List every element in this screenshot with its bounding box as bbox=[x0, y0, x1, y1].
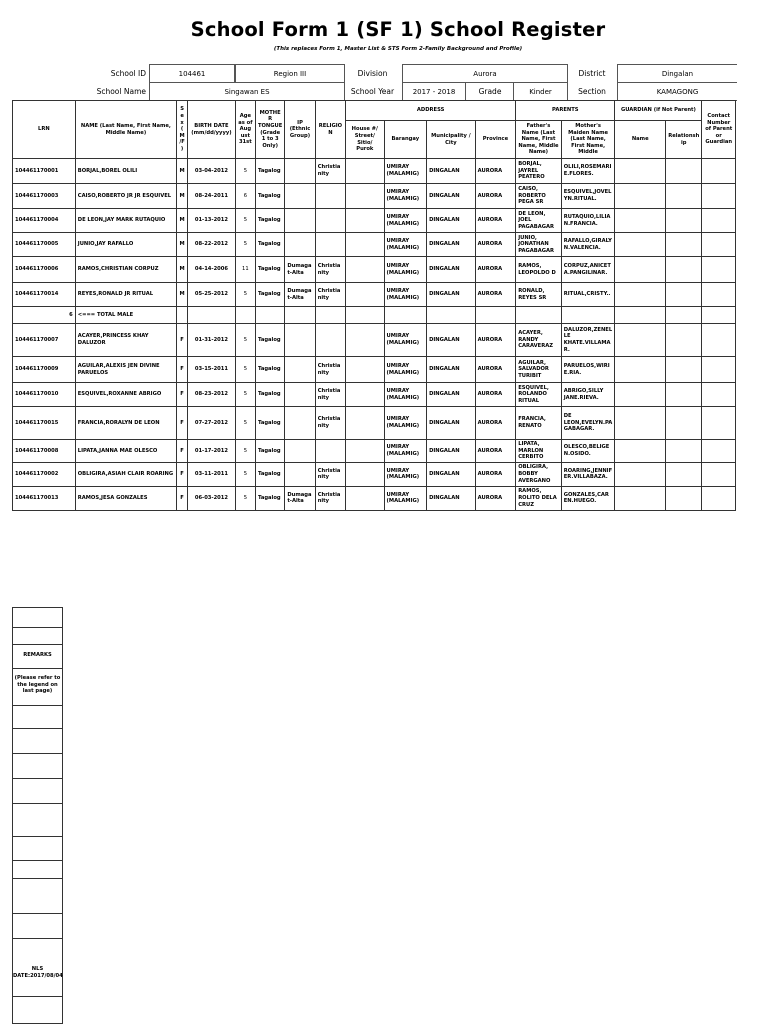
relationship-cell bbox=[666, 257, 702, 283]
ip-cell bbox=[285, 209, 315, 233]
col-mother: Mother's Maiden Name (Last Name, First Name, Middle bbox=[561, 121, 615, 159]
barangay-cell: UMIRAY (MALAMIG) bbox=[384, 407, 427, 440]
age-cell: 5 bbox=[235, 440, 255, 463]
lrn-cell: 104461170010 bbox=[13, 383, 76, 407]
student-row bbox=[13, 357, 736, 383]
age-cell: 5 bbox=[235, 462, 255, 486]
mother-cell: OLESCO,BELIGEN.OSIDO. bbox=[561, 440, 615, 463]
age-cell: 5 bbox=[235, 383, 255, 407]
father-cell: CAISO, ROBERTO PEGA SR bbox=[516, 184, 562, 209]
remarks-title: REMARKS bbox=[23, 652, 52, 658]
municipality-cell: DINGALAN bbox=[427, 440, 476, 463]
guardian-name-cell bbox=[615, 184, 666, 209]
student-row bbox=[13, 324, 736, 357]
district-label: District bbox=[578, 69, 606, 78]
sex-cell: F bbox=[177, 324, 188, 357]
school-year-label: School Year bbox=[350, 87, 395, 96]
barangay-cell: UMIRAY (MALAMIG) bbox=[384, 324, 427, 357]
birth-date-cell: 04-14-2006 bbox=[188, 257, 236, 283]
register-table bbox=[12, 100, 736, 511]
col-birth-date: BIRTH DATE (mm/dd/yyyy) bbox=[188, 101, 236, 159]
lrn-cell: 104461170005 bbox=[13, 233, 76, 257]
municipality-cell: DINGALAN bbox=[427, 486, 476, 510]
name-cell: REYES,RONALD JR RITUAL bbox=[75, 283, 176, 307]
mother-tongue-cell: Tagalog bbox=[255, 440, 284, 463]
lrn-cell: 104461170014 bbox=[13, 283, 76, 307]
mother-tongue-cell: Tagalog bbox=[255, 209, 284, 233]
col-sex: Sex (M/F) bbox=[177, 101, 188, 159]
guardian-name-cell bbox=[615, 440, 666, 463]
municipality-cell: DINGALAN bbox=[427, 357, 476, 383]
birth-date-cell: 03-11-2011 bbox=[188, 462, 236, 486]
municipality-cell: DINGALAN bbox=[427, 233, 476, 257]
contact-cell bbox=[702, 407, 736, 440]
relationship-cell bbox=[666, 159, 702, 184]
house-cell bbox=[346, 283, 384, 307]
school-year-value: 2017 - 2018 bbox=[402, 82, 466, 101]
house-cell bbox=[346, 407, 384, 440]
contact-cell bbox=[702, 184, 736, 209]
col-lrn: LRN bbox=[13, 101, 76, 159]
lrn-cell: 104461170004 bbox=[13, 209, 76, 233]
municipality-cell: DINGALAN bbox=[427, 383, 476, 407]
contact-cell bbox=[702, 486, 736, 510]
religion-cell: Christianity bbox=[315, 357, 345, 383]
student-row bbox=[13, 257, 736, 283]
province-cell: AURORA bbox=[475, 486, 516, 510]
sex-cell: M bbox=[177, 209, 188, 233]
guardian-name-cell bbox=[615, 257, 666, 283]
contact-cell bbox=[702, 283, 736, 307]
col-ip: IP (Ethnic Group) bbox=[285, 101, 315, 159]
col-guardian: GUARDIAN (if Not Parent) bbox=[615, 101, 702, 121]
contact-cell bbox=[702, 324, 736, 357]
municipality-cell: DINGALAN bbox=[427, 324, 476, 357]
sex-cell: F bbox=[177, 383, 188, 407]
col-name: NAME (Last Name, First Name, Middle Name) bbox=[75, 101, 176, 159]
barangay-cell: UMIRAY (MALAMIG) bbox=[384, 440, 427, 463]
lrn-cell: 104461170009 bbox=[13, 357, 76, 383]
barangay-cell: UMIRAY (MALAMIG) bbox=[384, 486, 427, 510]
student-row bbox=[13, 440, 736, 463]
name-cell: RAMOS,CHRISTIAN CORPUZ bbox=[75, 257, 176, 283]
contact-cell bbox=[702, 462, 736, 486]
ip-cell bbox=[285, 357, 315, 383]
female-rows bbox=[13, 324, 736, 511]
student-row bbox=[13, 407, 736, 440]
barangay-cell: UMIRAY (MALAMIG) bbox=[384, 159, 427, 184]
house-cell bbox=[346, 184, 384, 209]
total-male-count: 6 bbox=[13, 307, 76, 324]
school-id-label: School ID bbox=[110, 69, 146, 78]
contact-cell bbox=[702, 440, 736, 463]
relationship-cell bbox=[666, 324, 702, 357]
relationship-cell bbox=[666, 184, 702, 209]
student-row bbox=[13, 283, 736, 307]
religion-cell: Christianity bbox=[315, 159, 345, 184]
father-cell: RONALD, REYES SR bbox=[516, 283, 562, 307]
barangay-cell: UMIRAY (MALAMIG) bbox=[384, 283, 427, 307]
col-mother-tongue: MOTHER TONGUE (Grade 1 to 3 Only) bbox=[255, 101, 284, 159]
district-value: Dingalan bbox=[617, 64, 737, 83]
sex-cell: F bbox=[177, 486, 188, 510]
relationship-cell bbox=[666, 357, 702, 383]
student-row bbox=[13, 462, 736, 486]
guardian-name-cell bbox=[615, 357, 666, 383]
contact-cell bbox=[702, 159, 736, 184]
age-cell: 5 bbox=[235, 209, 255, 233]
municipality-cell: DINGALAN bbox=[427, 257, 476, 283]
lrn-cell: 104461170013 bbox=[13, 486, 76, 510]
province-cell: AURORA bbox=[475, 209, 516, 233]
ip-cell bbox=[285, 233, 315, 257]
male-rows bbox=[13, 159, 736, 307]
province-cell: AURORA bbox=[475, 462, 516, 486]
region-value: Region III bbox=[235, 64, 345, 83]
province-cell: AURORA bbox=[475, 357, 516, 383]
barangay-cell: UMIRAY (MALAMIG) bbox=[384, 357, 427, 383]
school-name-label: School Name bbox=[96, 87, 146, 96]
student-row bbox=[13, 383, 736, 407]
name-cell: LIPATA,JANNA MAE OLESCO bbox=[75, 440, 176, 463]
province-cell: AURORA bbox=[475, 407, 516, 440]
mother-tongue-cell: Tagalog bbox=[255, 233, 284, 257]
ip-cell bbox=[285, 159, 315, 184]
lrn-cell: 104461170015 bbox=[13, 407, 76, 440]
mother-cell: DE LEON,EVELYN.PAGABAGAR. bbox=[561, 407, 615, 440]
mother-tongue-cell: Tagalog bbox=[255, 486, 284, 510]
province-cell: AURORA bbox=[475, 184, 516, 209]
barangay-cell: UMIRAY (MALAMIG) bbox=[384, 462, 427, 486]
col-age: Age as of Aug ust 31st bbox=[235, 101, 255, 159]
relationship-cell bbox=[666, 209, 702, 233]
municipality-cell: DINGALAN bbox=[427, 209, 476, 233]
barangay-cell: UMIRAY (MALAMIG) bbox=[384, 383, 427, 407]
grade-label: Grade bbox=[478, 87, 502, 96]
religion-cell bbox=[315, 184, 345, 209]
school-name-value: Singawan ES bbox=[149, 82, 345, 101]
mother-cell: CORPUZ,ANICETA.PANGILINAR. bbox=[561, 257, 615, 283]
student-row bbox=[13, 486, 736, 510]
birth-date-cell: 05-25-2012 bbox=[188, 283, 236, 307]
house-cell bbox=[346, 233, 384, 257]
col-municipality: Municipality / City bbox=[427, 121, 476, 159]
mother-cell: DALUZOR,ZENELLE KHATE.VILLAMAR. bbox=[561, 324, 615, 357]
relationship-cell bbox=[666, 233, 702, 257]
house-cell bbox=[346, 257, 384, 283]
ip-cell bbox=[285, 440, 315, 463]
lrn-cell: 104461170006 bbox=[13, 257, 76, 283]
father-cell: BORJAL, JAYREL PEATERO bbox=[516, 159, 562, 184]
father-cell: ACAYER, RANDY CARAVERAZ bbox=[516, 324, 562, 357]
house-cell bbox=[346, 462, 384, 486]
guardian-name-cell bbox=[615, 233, 666, 257]
sex-cell: M bbox=[177, 184, 188, 209]
col-father: Father's Name (Last Name, First Name, Middle Name) bbox=[516, 121, 562, 159]
division-label: Division bbox=[357, 69, 388, 78]
name-cell: OBLIGIRA,ASIAH CLAIR ROARING bbox=[75, 462, 176, 486]
name-cell: ACAYER,PRINCESS KHAY DALUZOR bbox=[75, 324, 176, 357]
house-cell bbox=[346, 440, 384, 463]
barangay-cell: UMIRAY (MALAMIG) bbox=[384, 184, 427, 209]
ip-cell bbox=[285, 383, 315, 407]
father-cell: AGUILAR, SALVADOR TURIBIT bbox=[516, 357, 562, 383]
sex-cell: F bbox=[177, 462, 188, 486]
ip-cell: Dumagat-Alta bbox=[285, 257, 315, 283]
col-guardian-name: Name bbox=[615, 121, 666, 159]
ip-cell: Dumagat-Alta bbox=[285, 283, 315, 307]
age-cell: 5 bbox=[235, 407, 255, 440]
age-cell: 5 bbox=[235, 233, 255, 257]
province-cell: AURORA bbox=[475, 324, 516, 357]
total-male-section bbox=[13, 307, 736, 324]
birth-date-cell: 03-15-2011 bbox=[188, 357, 236, 383]
mother-tongue-cell: Tagalog bbox=[255, 283, 284, 307]
house-cell bbox=[346, 486, 384, 510]
house-cell bbox=[346, 159, 384, 184]
contact-cell bbox=[702, 383, 736, 407]
religion-cell: Christianity bbox=[315, 486, 345, 510]
sex-cell: F bbox=[177, 440, 188, 463]
birth-date-cell: 08-24-2011 bbox=[188, 184, 236, 209]
name-cell: CAISO,ROBERTO JR JR ESQUIVEL bbox=[75, 184, 176, 209]
mother-tongue-cell: Tagalog bbox=[255, 184, 284, 209]
relationship-cell bbox=[666, 283, 702, 307]
house-cell bbox=[346, 209, 384, 233]
birth-date-cell: 03-04-2012 bbox=[188, 159, 236, 184]
col-relationship: Relationship bbox=[666, 121, 702, 159]
relationship-cell bbox=[666, 462, 702, 486]
birth-date-cell: 01-13-2012 bbox=[188, 209, 236, 233]
division-value: Aurora bbox=[402, 64, 568, 83]
father-cell: FRANCIA, RENATO bbox=[516, 407, 562, 440]
name-cell: RAMOS,JESA GONZALES bbox=[75, 486, 176, 510]
mother-cell: OLILI,ROSEMARIE.FLORES. bbox=[561, 159, 615, 184]
mother-cell: GONZALES,CAREN.HUEGO. bbox=[561, 486, 615, 510]
ip-cell bbox=[285, 462, 315, 486]
name-cell: FRANCIA,RORALYN DE LEON bbox=[75, 407, 176, 440]
father-cell: RAMOS, ROLITO DELA CRUZ bbox=[516, 486, 562, 510]
ip-cell bbox=[285, 407, 315, 440]
section-value: KAMAGONG bbox=[617, 82, 737, 101]
mother-tongue-cell: Tagalog bbox=[255, 324, 284, 357]
sex-cell: F bbox=[177, 357, 188, 383]
father-cell: DE LEON, JOEL PAGABAGAR bbox=[516, 209, 562, 233]
ip-cell: Dumagat-Alta bbox=[285, 486, 315, 510]
form-subtitle: (This replaces Form 1, Master List & STS Form 2-Family Background and Profile) bbox=[273, 46, 523, 52]
sex-cell: F bbox=[177, 407, 188, 440]
name-cell: DE LEON,JAY MARK RUTAQUIO bbox=[75, 209, 176, 233]
barangay-cell: UMIRAY (MALAMIG) bbox=[384, 257, 427, 283]
age-cell: 6 bbox=[235, 184, 255, 209]
guardian-name-cell bbox=[615, 209, 666, 233]
mother-cell: RUTAQUIO,LILIAN.FRANCIA. bbox=[561, 209, 615, 233]
municipality-cell: DINGALAN bbox=[427, 159, 476, 184]
house-cell bbox=[346, 383, 384, 407]
birth-date-cell: 01-31-2012 bbox=[188, 324, 236, 357]
birth-date-cell: 08-23-2012 bbox=[188, 383, 236, 407]
mother-cell: ESQUIVEL,JOVELYN.RITUAL. bbox=[561, 184, 615, 209]
father-cell: ESQUIVEL, ROLANDO RITUAL bbox=[516, 383, 562, 407]
father-cell: RAMOS, LEOPOLDO D bbox=[516, 257, 562, 283]
religion-cell: Christianity bbox=[315, 462, 345, 486]
municipality-cell: DINGALAN bbox=[427, 462, 476, 486]
birth-date-cell: 06-03-2012 bbox=[188, 486, 236, 510]
province-cell: AURORA bbox=[475, 159, 516, 184]
mother-tongue-cell: Tagalog bbox=[255, 357, 284, 383]
form-title: School Form 1 (SF 1) School Register bbox=[190, 18, 606, 41]
father-cell: OBLIGIRA, BOBBY AVERGANO bbox=[516, 462, 562, 486]
age-cell: 5 bbox=[235, 486, 255, 510]
mother-cell: ABRIGO,SILLY JANE.RIEVA. bbox=[561, 383, 615, 407]
student-row bbox=[13, 209, 736, 233]
remarks-entry: NLS DATE:2017/08/04 bbox=[13, 966, 63, 979]
house-cell bbox=[346, 324, 384, 357]
relationship-cell bbox=[666, 486, 702, 510]
municipality-cell: DINGALAN bbox=[427, 184, 476, 209]
municipality-cell: DINGALAN bbox=[427, 407, 476, 440]
contact-cell bbox=[702, 209, 736, 233]
barangay-cell: UMIRAY (MALAMIG) bbox=[384, 209, 427, 233]
religion-cell: Christianity bbox=[315, 383, 345, 407]
sex-cell: M bbox=[177, 159, 188, 184]
mother-cell: ROARING,JENNIFER.VILLABAZA. bbox=[561, 462, 615, 486]
birth-date-cell: 07-27-2012 bbox=[188, 407, 236, 440]
age-cell: 11 bbox=[235, 257, 255, 283]
sex-cell: M bbox=[177, 233, 188, 257]
house-cell bbox=[346, 357, 384, 383]
lrn-cell: 104461170001 bbox=[13, 159, 76, 184]
mother-tongue-cell: Tagalog bbox=[255, 462, 284, 486]
age-cell: 5 bbox=[235, 324, 255, 357]
name-cell: AGUILAR,ALEXIS JEN DIVINE PARUELOS bbox=[75, 357, 176, 383]
province-cell: AURORA bbox=[475, 233, 516, 257]
mother-tongue-cell: Tagalog bbox=[255, 159, 284, 184]
relationship-cell bbox=[666, 383, 702, 407]
guardian-name-cell bbox=[615, 324, 666, 357]
lrn-cell: 104461170008 bbox=[13, 440, 76, 463]
religion-cell bbox=[315, 440, 345, 463]
student-row bbox=[13, 184, 736, 209]
contact-cell bbox=[702, 357, 736, 383]
contact-cell bbox=[702, 257, 736, 283]
province-cell: AURORA bbox=[475, 383, 516, 407]
age-cell: 5 bbox=[235, 357, 255, 383]
religion-cell bbox=[315, 324, 345, 357]
col-barangay: Barangay bbox=[384, 121, 427, 159]
mother-cell: RITUAL,CRISTY.. bbox=[561, 283, 615, 307]
sex-cell: M bbox=[177, 283, 188, 307]
relationship-cell bbox=[666, 407, 702, 440]
name-cell: ESQUIVEL,ROXANNE ABRIGO bbox=[75, 383, 176, 407]
name-cell: JUNIO,JAY RAFALLO bbox=[75, 233, 176, 257]
col-contact: Contact Number of Parent or Guardian bbox=[702, 101, 736, 159]
relationship-cell bbox=[666, 440, 702, 463]
lrn-cell: 104461170002 bbox=[13, 462, 76, 486]
birth-date-cell: 01-17-2012 bbox=[188, 440, 236, 463]
religion-cell bbox=[315, 233, 345, 257]
col-parents: PARENTS bbox=[516, 101, 615, 121]
guardian-name-cell bbox=[615, 283, 666, 307]
municipality-cell: DINGALAN bbox=[427, 283, 476, 307]
remarks-panel bbox=[12, 607, 63, 1024]
col-religion: RELIGION bbox=[315, 101, 345, 159]
religion-cell: Christianity bbox=[315, 407, 345, 440]
guardian-name-cell bbox=[615, 407, 666, 440]
total-male-label: <=== TOTAL MALE bbox=[75, 307, 176, 324]
student-row bbox=[13, 159, 736, 184]
mother-cell: PARUELOS,WIRIE.RIA. bbox=[561, 357, 615, 383]
lrn-cell: 104461170003 bbox=[13, 184, 76, 209]
grade-value: Kinder bbox=[513, 82, 568, 101]
age-cell: 5 bbox=[235, 159, 255, 184]
sex-cell: M bbox=[177, 257, 188, 283]
col-address: ADDRESS bbox=[346, 101, 516, 121]
lrn-cell: 104461170007 bbox=[13, 324, 76, 357]
mother-tongue-cell: Tagalog bbox=[255, 257, 284, 283]
religion-cell bbox=[315, 209, 345, 233]
ip-cell bbox=[285, 324, 315, 357]
province-cell: AURORA bbox=[475, 283, 516, 307]
mother-cell: RAFALLO,GIRALYN.VALENCIA. bbox=[561, 233, 615, 257]
student-row bbox=[13, 233, 736, 257]
col-province: Province bbox=[475, 121, 516, 159]
age-cell: 5 bbox=[235, 283, 255, 307]
total-male-row bbox=[13, 307, 736, 324]
school-id-value: 104461 bbox=[149, 64, 235, 83]
religion-cell: Christianity bbox=[315, 283, 345, 307]
col-house: House #/ Street/ Sitio/ Purok bbox=[346, 121, 384, 159]
mother-tongue-cell: Tagalog bbox=[255, 407, 284, 440]
contact-cell bbox=[702, 233, 736, 257]
guardian-name-cell bbox=[615, 159, 666, 184]
province-cell: AURORA bbox=[475, 440, 516, 463]
province-cell: AURORA bbox=[475, 257, 516, 283]
mother-tongue-cell: Tagalog bbox=[255, 383, 284, 407]
remarks-note: (Please refer to the legend on last page) bbox=[14, 675, 61, 694]
barangay-cell: UMIRAY (MALAMIG) bbox=[384, 233, 427, 257]
father-cell: JUNIO, JONATHAN PAGABAGAR bbox=[516, 233, 562, 257]
guardian-name-cell bbox=[615, 383, 666, 407]
ip-cell bbox=[285, 184, 315, 209]
religion-cell: Christianity bbox=[315, 257, 345, 283]
guardian-name-cell bbox=[615, 462, 666, 486]
name-cell: BORJAL,BOREL OLILI bbox=[75, 159, 176, 184]
birth-date-cell: 08-22-2012 bbox=[188, 233, 236, 257]
section-label: Section bbox=[578, 87, 606, 96]
father-cell: LIPATA, MARLON CERBITO bbox=[516, 440, 562, 463]
guardian-name-cell bbox=[615, 486, 666, 510]
